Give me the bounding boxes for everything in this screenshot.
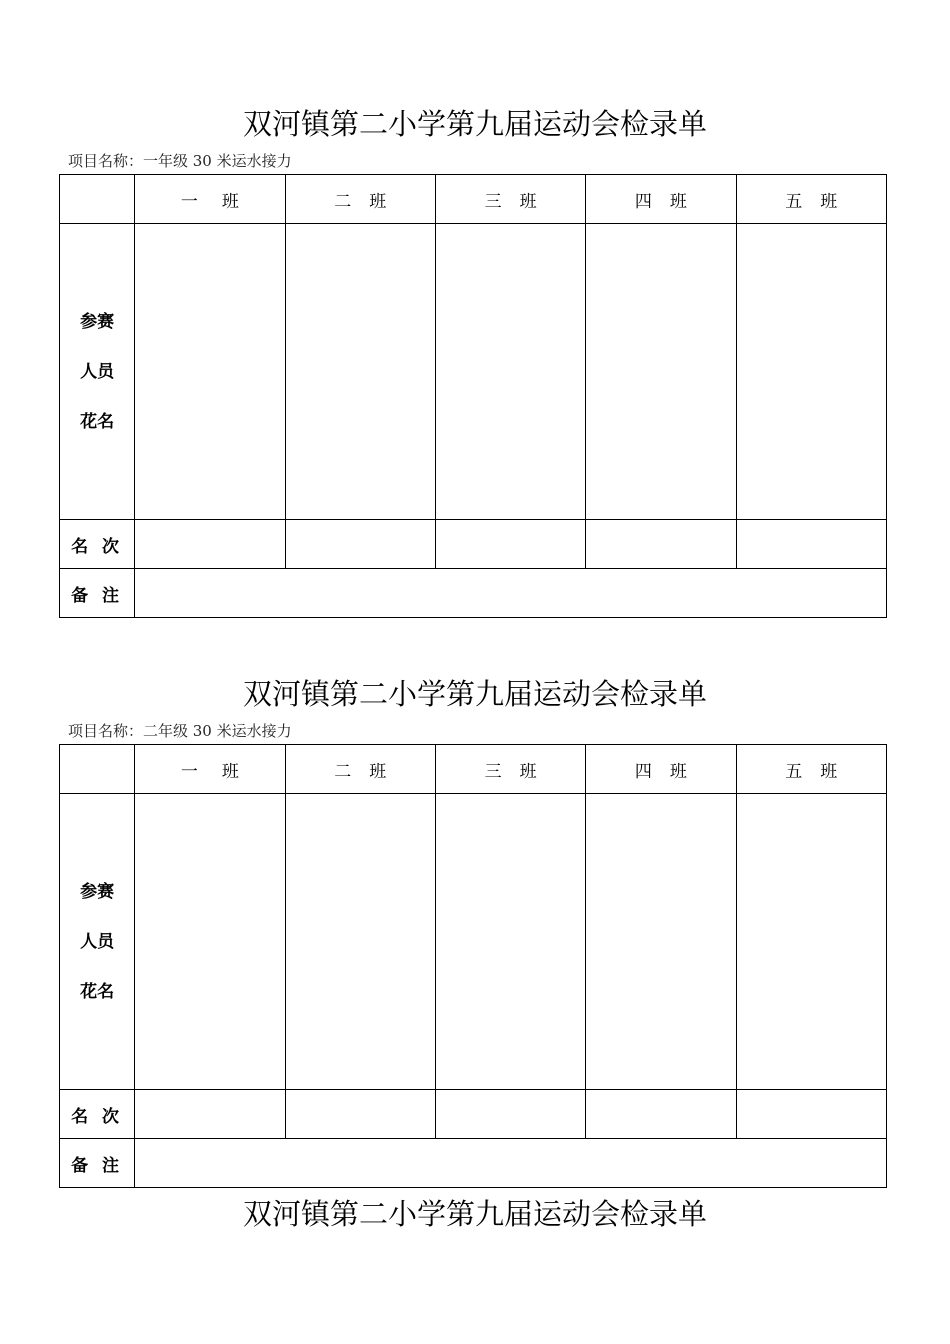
remark-cell[interactable] <box>135 1139 887 1188</box>
participants-row <box>60 224 887 520</box>
rank-cell[interactable] <box>435 520 585 569</box>
rank-cell[interactable] <box>736 1090 886 1139</box>
rank-cell[interactable] <box>135 1090 285 1139</box>
participants-cell[interactable] <box>586 794 736 1090</box>
class-5-header: 五 班 <box>736 745 886 794</box>
participants-cell[interactable] <box>586 224 736 520</box>
rank-row <box>60 1090 887 1139</box>
rank-cell[interactable] <box>285 520 435 569</box>
class-4-header: 四 班 <box>586 175 736 224</box>
rank-row <box>60 520 887 569</box>
sheet-1-title: 双河镇第二小学第九届运动会检录单 <box>242 107 707 141</box>
sheet-2-title: 双河镇第二小学第九届运动会检录单 <box>242 677 707 711</box>
rank-cell[interactable] <box>736 520 886 569</box>
rank-cell[interactable] <box>586 520 736 569</box>
class-2-header: 二 班 <box>285 175 435 224</box>
sheet-2-project-name: 项目名称：二年级 30 米运水接力 <box>68 722 292 740</box>
participants-cell[interactable] <box>285 224 435 520</box>
sheet-1-table <box>59 174 887 618</box>
remark-label: 备 注 <box>60 1139 135 1188</box>
class-4-header: 四 班 <box>586 745 736 794</box>
remark-label: 备 注 <box>60 569 135 618</box>
rank-cell[interactable] <box>586 1090 736 1139</box>
corner-cell <box>60 175 135 224</box>
participants-label: 参赛 人员 花名 <box>60 224 135 520</box>
class-1-header: 一 班 <box>135 175 285 224</box>
remark-row <box>60 1139 887 1188</box>
participants-cell[interactable] <box>736 224 886 520</box>
participants-cell[interactable] <box>135 224 285 520</box>
sheet-3-title: 双河镇第二小学第九届运动会检录单 <box>242 1197 707 1231</box>
rank-cell[interactable] <box>435 1090 585 1139</box>
header-row <box>60 175 887 224</box>
sheet-2-table <box>59 744 887 1188</box>
class-3-header: 三 班 <box>435 175 585 224</box>
participants-cell[interactable] <box>285 794 435 1090</box>
class-1-header: 一 班 <box>135 745 285 794</box>
sheet-1-project-name: 项目名称：一年级 30 米运水接力 <box>68 152 292 170</box>
participants-row <box>60 794 887 1090</box>
class-5-header: 五 班 <box>736 175 886 224</box>
participants-label: 参赛 人员 花名 <box>60 794 135 1090</box>
rank-cell[interactable] <box>135 520 285 569</box>
header-row <box>60 745 887 794</box>
corner-cell <box>60 745 135 794</box>
rank-cell[interactable] <box>285 1090 435 1139</box>
rank-label: 名 次 <box>60 1090 135 1139</box>
class-2-header: 二 班 <box>285 745 435 794</box>
participants-cell[interactable] <box>736 794 886 1090</box>
remark-cell[interactable] <box>135 569 887 618</box>
class-3-header: 三 班 <box>435 745 585 794</box>
participants-cell[interactable] <box>135 794 285 1090</box>
participants-cell[interactable] <box>435 224 585 520</box>
rank-label: 名 次 <box>60 520 135 569</box>
remark-row <box>60 569 887 618</box>
participants-cell[interactable] <box>435 794 585 1090</box>
